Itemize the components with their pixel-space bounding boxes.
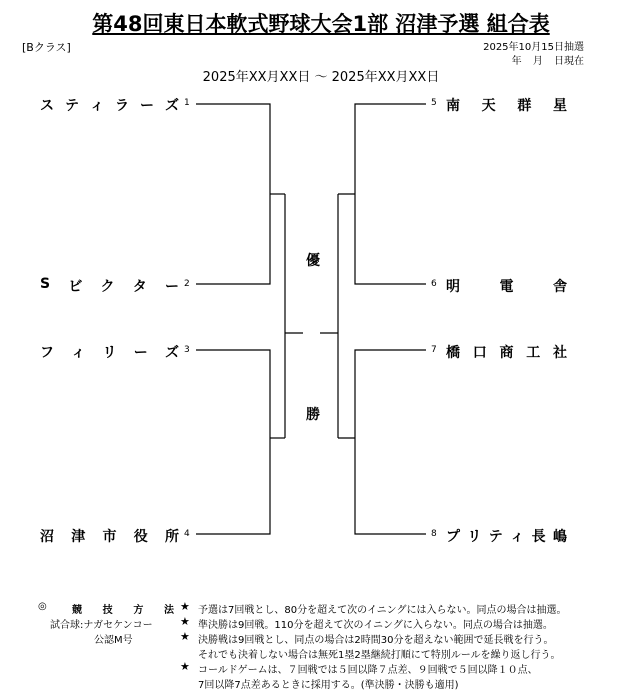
seed-number: 7	[431, 345, 437, 355]
team-left-1: ス テ ィ ラ ー ズ	[40, 98, 180, 114]
method-mark: ◎	[38, 601, 47, 612]
rule-3: 決勝戦は9回戦とし、同点の場合は2時間30分を超えない範囲で延長戦を行う。	[198, 635, 554, 646]
seed-number: 4	[184, 529, 190, 539]
team-right-6: 明 電 舎	[446, 279, 568, 295]
champion-label-1: 優	[306, 253, 320, 269]
champion-label-2: 勝	[306, 407, 320, 423]
star-icon: ★	[180, 600, 190, 613]
seed-number: 6	[431, 279, 437, 289]
ball-model: 公認M号	[94, 635, 133, 646]
method-label: 競 技 方 法	[72, 605, 174, 616]
seed-number: 8	[431, 529, 437, 539]
rule-3-continued: それでも決着しない場合は無死1塁2塁継続打順にて特別ルールを繰り返し行う。	[198, 650, 561, 661]
rule-1: 予選は7回戦とし、80分を超えて次のイニングには入らない。同点の場合は抽選。	[198, 605, 567, 616]
seed-number: 3	[184, 345, 190, 355]
rule-4: コールドゲームは、７回戦では５回以降７点差、９回戦で５回以降１０点、	[198, 665, 538, 676]
class-label: [Bクラス]	[22, 41, 71, 54]
team-right-7: 橋 口 商 工 社	[446, 345, 568, 361]
draw-date: 2025年10月15日抽選	[483, 42, 584, 53]
seed-number: 2	[184, 279, 190, 289]
team-left-3: フ ィ リ ー ズ	[40, 345, 180, 361]
bracket-line	[355, 104, 426, 284]
star-icon: ★	[180, 660, 190, 673]
bracket-line	[196, 104, 270, 284]
ball-label: 試合球:ナガセケンコー	[50, 620, 153, 631]
star-icon: ★	[180, 615, 190, 628]
bracket-line	[196, 350, 270, 534]
rule-2: 準決勝は9回戦。110分を超えて次のイニングに入らない。同点の場合は抽選。	[198, 620, 553, 631]
team-left-4: 沼 津 市 役 所	[40, 529, 180, 545]
seed-number: 1	[184, 98, 190, 108]
bracket-line	[355, 350, 426, 534]
seed-number: 5	[431, 98, 437, 108]
team-right-8: プ リ テ ィ 長 嶋	[446, 529, 568, 545]
as-of-date: 年 月 日現在	[511, 56, 584, 67]
tournament-period: 2025年XX月XX日 ～ 2025年XX月XX日	[202, 70, 440, 85]
page-title: 第48回東日本軟式野球大会1部 沼津予選 組合表	[92, 12, 550, 36]
team-left-2: S ビ ク タ ー	[40, 276, 180, 295]
star-icon: ★	[180, 630, 190, 643]
rule-4-continued: 7回以降7点差あるときに採用する。(準決勝・決勝も適用)	[198, 680, 459, 691]
team-right-5: 南 天 群 星	[446, 98, 568, 114]
